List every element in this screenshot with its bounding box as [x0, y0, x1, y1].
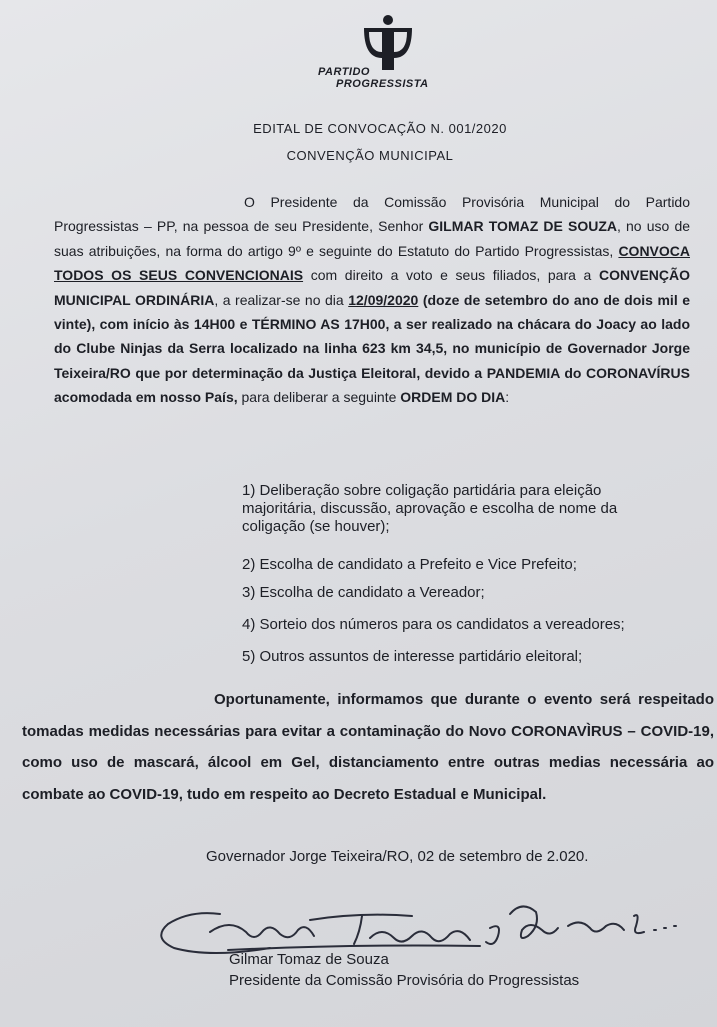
edital-subtitle: CONVENÇÃO MUNICIPAL: [286, 148, 454, 163]
convoca-statement: CONVOCA TODOS OS SEUS CONVENCIONAIS: [54, 242, 690, 284]
agenda-item-2: 2) Escolha de candidato a Prefeito e Vice Prefeito;: [242, 556, 577, 573]
date-line: Governador Jorge Teixeira/RO, 02 de setembro de 2.020.: [206, 848, 589, 865]
convention-name: CONVENÇÃO MUNICIPAL ORDINÁRIA: [54, 267, 691, 308]
convention-details: (doze de setembro do ano de dois mil e vinte), com início às 14H00 e TÉRMINO AS 17H00, a ser realizado na chácara do Joacy ao lado do Clube Ninjas da Serra localizado na linha 623 km 34,5, no município de Governador Jorge Teixeira/RO que por determinação da Justiça Eleitoral, devido a PANDEMIA do CORONAVÍRUS acomodada em nosso País,: [54, 291, 691, 406]
closing-text: Oportunamente, informamos que durante o evento será respeitado tomadas medidas necessárias para evitar a contaminação do Novo CORONAVÌRUS – COVID-19, como uso de mascará, álcool em Gel, distanciamento entre outras medias necessária ao combate ao COVID-19, tudo em respeito ao Decreto Estadual e Municipal.: [22, 691, 714, 803]
party-logo: [318, 14, 428, 94]
body-text-4: , a realizar-se no dia: [214, 291, 349, 308]
agenda-item-3: 3) Escolha de candidato a Vereador;: [242, 584, 485, 601]
body-text-3: com direito a voto e seus filiados, para a: [303, 267, 599, 284]
closing-paragraph: [22, 684, 714, 810]
logo-line-2: PROGRESSISTA: [336, 78, 429, 90]
agenda-item-1: 1) Deliberação sobre coligação partidária para eleição majoritária, discussão, aprovação e escolha de nome da coligação (se houver);: [242, 482, 618, 535]
pp-logo-icon: [358, 14, 418, 72]
edital-title: EDITAL DE CONVOCAÇÃO N. 001/2020: [253, 121, 507, 136]
body-text-2: , no uso de suas atribuições, na forma do artigo 9º e seguinte do Estatuto do Partido Progressistas,: [54, 218, 691, 259]
agenda-item-4: 4) Sorteio dos números para os candidatos a vereadores;: [242, 616, 625, 633]
signatory-role: Presidente da Comissão Provisória do Progressistas: [229, 972, 580, 989]
body-text-1: O Presidente da Comissão Provisória Municipal do Partido Progressistas – PP, na pessoa de seu Presidente, Senhor: [54, 194, 690, 235]
president-name: GILMAR TOMAZ DE SOUZA: [428, 218, 617, 235]
ordem-do-dia: ORDEM DO DIA: [400, 389, 506, 406]
logo-line-1: PARTIDO: [318, 66, 370, 78]
body-text-6: :: [505, 389, 510, 406]
convocation-paragraph: [54, 190, 690, 410]
body-text-5: para deliberar a seguinte: [237, 389, 401, 406]
signatory-name: Gilmar Tomaz de Souza: [229, 951, 389, 968]
convention-date: 12/09/2020: [348, 291, 419, 308]
agenda-item-5: 5) Outros assuntos de interesse partidário eleitoral;: [242, 648, 583, 665]
